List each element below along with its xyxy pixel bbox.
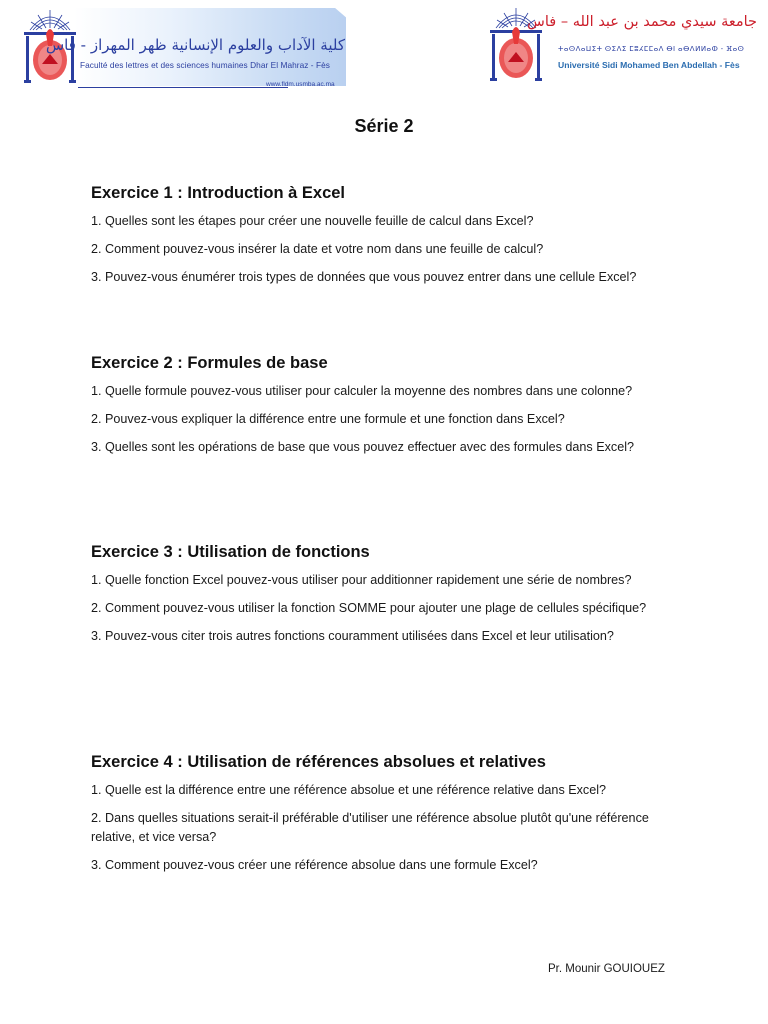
exercise-heading: Exercice 3 : Utilisation de fonctions [91, 543, 370, 561]
exercise-question: 3. Quelles sont les opérations de base que vous pouvez effectuer avec des formules dans Excel? [91, 440, 635, 454]
university-name-tifinagh: ⵜⴰⵙⴷⴰⵡⵉⵜ ⵙⵉⴷⵉ ⵎⵓⵃⵎⵎⴰⴷ ⴱⵏ ⴰⴱⴷⵍⵍⴰⵀ - ⴼⴰⵙ [558, 46, 745, 53]
exercise-question: 3. Comment pouvez-vous créer une référence absolue dans une formule Excel? [91, 858, 538, 872]
university-logo [488, 6, 763, 90]
exercise-question: 1. Quelles sont les étapes pour créer une nouvelle feuille de calcul dans Excel? [91, 214, 534, 228]
faculty-website-url: www.fldm.usmba.ac.ma [266, 81, 335, 88]
exercise-4 [91, 753, 681, 884]
exercise-question: 2. Comment pouvez-vous utiliser la fonction SOMME pour ajouter une plage de cellules spécifique? [91, 601, 647, 615]
exercise-question: 1. Quelle est la différence entre une référence absolue et une référence relative dans Excel? [91, 783, 607, 797]
exercise-question: 2. Pouvez-vous expliquer la différence entre une formule et une fonction dans Excel? [91, 412, 565, 426]
university-name-arabic: جامعة سيدي محمد بن عبد الله – فاس [527, 14, 757, 30]
faculty-logo-divider [78, 87, 288, 88]
faculty-name-arabic: كلية الآداب والعلوم الإنسانية ظهر المهراز - فاس [45, 36, 345, 54]
exercise-question: 1. Quelle formule pouvez-vous utiliser pour calculer la moyenne des nombres dans une colonne? [91, 384, 633, 398]
exercise-question: 2. Comment pouvez-vous insérer la date et votre nom dans une feuille de calcul? [91, 242, 544, 256]
exercise-question: 3. Pouvez-vous énumérer trois types de données que vous pouvez entrer dans une cellule Excel? [91, 270, 637, 284]
exercise-heading: Exercice 2 : Formules de base [91, 354, 328, 372]
faculty-logo [22, 6, 347, 88]
document-title: Série 2 [354, 116, 414, 136]
exercise-1 [91, 184, 681, 296]
university-name-french: Université Sidi Mohamed Ben Abdellah - Fès [558, 60, 740, 70]
exercise-2 [91, 354, 681, 466]
faculty-name-french: Faculté des lettres et des sciences humaines Dhar El Mahraz - Fès [80, 60, 330, 70]
exercise-heading: Exercice 1 : Introduction à Excel [91, 184, 346, 202]
exercise-heading: Exercice 4 : Utilisation de références absolues et relatives [91, 753, 546, 771]
exercise-question: 2. Dans quelles situations serait-il préférable d'utiliser une référence absolue plutôt qu'une référence relative, et vice versa? [91, 811, 649, 844]
exercise-question: 3. Pouvez-vous citer trois autres fonctions couramment utilisées dans Excel et leur utilisation? [91, 629, 614, 643]
exercise-question: 1. Quelle fonction Excel pouvez-vous utiliser pour additionner rapidement une série de nombres? [91, 573, 632, 587]
author-signature: Pr. Mounir GOUIOUEZ [548, 963, 665, 975]
exercise-3 [91, 543, 681, 655]
